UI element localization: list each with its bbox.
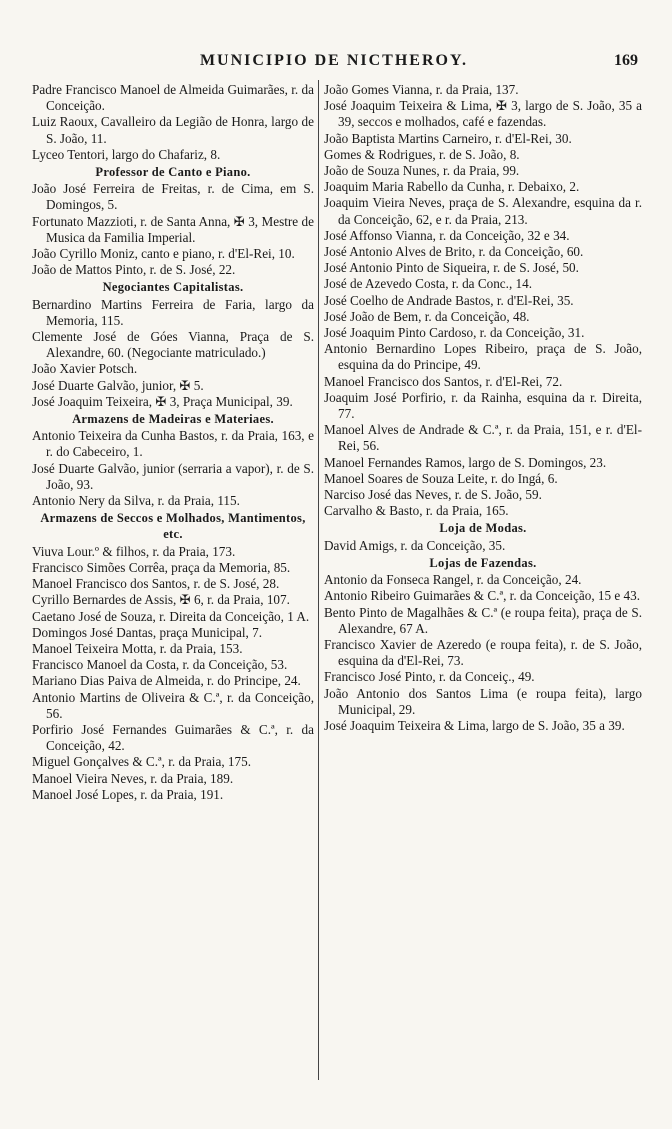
directory-entry: José Joaquim Teixeira, ✠ 3, Praça Municipal, 39. xyxy=(32,393,293,409)
page-header xyxy=(30,52,638,76)
section-heading: Armazens de Seccos e Molhados, Mantimentos, etc. xyxy=(40,511,306,542)
directory-entry: José Joaquim Pinto Cardoso, r. da Conceição, 31. xyxy=(324,325,585,341)
directory-entry: Manoel Francisco dos Santos, r. d'El-Rei, 72. xyxy=(324,373,563,389)
directory-entry: Carvalho & Basto, r. da Praia, 165. xyxy=(324,503,509,519)
directory-entry: João de Souza Nunes, r. da Praia, 99. xyxy=(324,163,520,179)
directory-entry: Antonio Bernardino Lopes Ribeiro, praça de S. João, esquina da do Principe, 49. xyxy=(324,341,642,373)
directory-entry: Francisco Manoel da Costa, r. da Conceição, 53. xyxy=(32,657,288,673)
directory-entry: Mariano Dias Paiva de Almeida, r. do Principe, 24. xyxy=(32,673,301,689)
directory-entry: Domingos José Dantas, praça Municipal, 7. xyxy=(32,624,263,640)
directory-entry: Francisco José Pinto, r. da Conceiç., 49. xyxy=(324,669,535,685)
directory-entry: João José Ferreira de Freitas, r. de Cima, em S. Domingos, 5. xyxy=(32,181,314,213)
directory-entry: Antonio Martins de Oliveira & C.ª, r. da Conceição, 56. xyxy=(32,689,314,721)
directory-entry: José Duarte Galvão, junior, ✠ 5. xyxy=(32,377,204,393)
directory-entry: João Xavier Potsch. xyxy=(32,361,138,377)
section-heading: Lojas de Fazendas. xyxy=(429,555,537,570)
directory-entry: João Baptista Martins Carneiro, r. d'El-Rei, 30. xyxy=(324,130,572,146)
directory-entry: João de Mattos Pinto, r. de S. José, 22. xyxy=(32,262,236,278)
directory-entry: Manoel Vieira Neves, r. da Praia, 189. xyxy=(32,770,234,786)
directory-entry: João Antonio dos Santos Lima (e roupa feita), largo Municipal, 29. xyxy=(324,685,642,717)
section-heading: Armazens de Madeiras e Materiaes. xyxy=(72,412,274,427)
directory-entry: José Joaquim Teixeira & Lima, largo de S. João, 35 a 39. xyxy=(324,717,625,733)
directory-entry: Antonio da Fonseca Rangel, r. da Conceição, 24. xyxy=(324,572,582,588)
left-column xyxy=(32,82,314,803)
directory-entry: Bento Pinto de Magalhães & C.ª (e roupa feita), praça de S. Alexandre, 67 A. xyxy=(324,604,642,636)
directory-entry: Porfirio José Fernandes Guimarães & C.ª, r. da Conceição, 42. xyxy=(32,721,314,754)
directory-entry: José Coelho de Andrade Bastos, r. d'El-Rei, 35. xyxy=(324,292,574,308)
directory-entry: José João de Bem, r. da Conceição, 48. xyxy=(324,308,530,324)
directory-entry: Clemente José de Góes Vianna, Praça de S. Alexandre, 60. (Negociante matriculado.) xyxy=(32,329,314,361)
directory-entry: Manoel Teixeira Motta, r. da Praia, 153. xyxy=(32,640,243,656)
directory-entry: Manoel Fernandes Ramos, largo de S. Domingos, 23. xyxy=(324,454,607,470)
directory-entry: Joaquim Maria Rabello da Cunha, r. Debaixo, 2. xyxy=(324,179,580,195)
directory-entry: Viuva Lour.º & filhos, r. da Praia, 173. xyxy=(32,543,236,559)
directory-entry: Joaquim José Porfirio, r. da Rainha, esquina da r. Direita, 77. xyxy=(324,389,642,422)
directory-entry: Manoel Soares de Souza Leite, r. do Ingá, 6. xyxy=(324,470,558,486)
directory-entry: José de Azevedo Costa, r. da Conc., 14. xyxy=(324,276,533,292)
directory-entry: Gomes & Rodrigues, r. de S. João, 8. xyxy=(324,146,520,162)
directory-entry: José Joaquim Teixeira & Lima, ✠ 3, largo de S. João, 35 a 39, seccos e molhados, café e fazendas. xyxy=(324,98,642,130)
directory-entry: Lyceo Tentori, largo do Chafariz, 8. xyxy=(32,146,221,162)
directory-entry: Francisco Xavier de Azeredo (e roupa feita), r. de S. João, esquina da d'El-Rei, 73. xyxy=(324,636,642,669)
page-number: 169 xyxy=(614,52,638,69)
directory-entry: Joaquim Vieira Neves, praça de S. Alexandre, esquina da r. da Conceição, 62, e r. da Praia, 213. xyxy=(324,195,642,227)
directory-entry: Antonio Nery da Silva, r. da Praia, 115. xyxy=(32,493,240,509)
section-heading: Loja de Modas. xyxy=(439,521,527,536)
directory-entry: Antonio Ribeiro Guimarães & C.ª, r. da Conceição, 15 e 43. xyxy=(324,588,641,604)
directory-entry: João Gomes Vianna, r. da Praia, 137. xyxy=(324,82,519,97)
directory-entry: Cyrillo Bernardes de Assis, ✠ 6, r. da Praia, 107. xyxy=(32,592,290,608)
section-heading: Negociantes Capitalistas. xyxy=(102,280,244,295)
directory-entry: João Cyrillo Moniz, canto e piano, r. d'El-Rei, 10. xyxy=(32,246,295,262)
page-title: MUNICIPIO DE NICTHEROY. xyxy=(199,52,469,69)
directory-entry: David Amigs, r. da Conceição, 35. xyxy=(324,537,506,553)
right-column xyxy=(324,82,642,734)
directory-entry: Padre Francisco Manoel de Almeida Guimarães, r. da Conceição. xyxy=(32,82,314,114)
directory-entry: José Antonio Alves de Brito, r. da Conceição, 60. xyxy=(324,244,584,260)
section-heading: Professor de Canto e Piano. xyxy=(95,165,251,180)
directory-entry: Narciso José das Neves, r. de S. João, 59. xyxy=(324,487,542,503)
directory-entry: Fortunato Mazzioti, r. de Santa Anna, ✠ 3, Mestre de Musica da Familia Imperial. xyxy=(32,213,314,245)
column-divider xyxy=(318,80,319,1080)
directory-entry: Antonio Teixeira da Cunha Bastos, r. da Praia, 163, e r. do Cabeceiro, 1. xyxy=(32,428,314,460)
directory-entry: Manoel Francisco dos Santos, r. de S. José, 28. xyxy=(32,576,280,592)
directory-entry: Manoel Alves de Andrade & C.ª, r. da Praia, 151, e r. d'El-Rei, 56. xyxy=(324,422,642,454)
directory-entry: Francisco Simões Corrêa, praça da Memoria, 85. xyxy=(32,559,291,575)
directory-entry: Luiz Raoux, Cavalleiro da Legião de Honra, largo de S. João, 11. xyxy=(32,114,314,146)
directory-entry: Bernardino Martins Ferreira de Faria, largo da Memoria, 115. xyxy=(32,296,314,328)
directory-entry: Caetano José de Souza, r. Direita da Conceição, 1 A. xyxy=(32,608,310,624)
directory-entry: José Antonio Pinto de Siqueira, r. de S. José, 50. xyxy=(324,260,579,276)
directory-entry: Manoel José Lopes, r. da Praia, 191. xyxy=(32,786,224,802)
directory-entry: José Duarte Galvão, junior (serraria a vapor), r. de S. João, 93. xyxy=(32,460,314,492)
directory-entry: Miguel Gonçalves & C.ª, r. da Praia, 175. xyxy=(32,754,251,770)
directory-entry: José Affonso Vianna, r. da Conceição, 32 e 34. xyxy=(324,227,570,243)
